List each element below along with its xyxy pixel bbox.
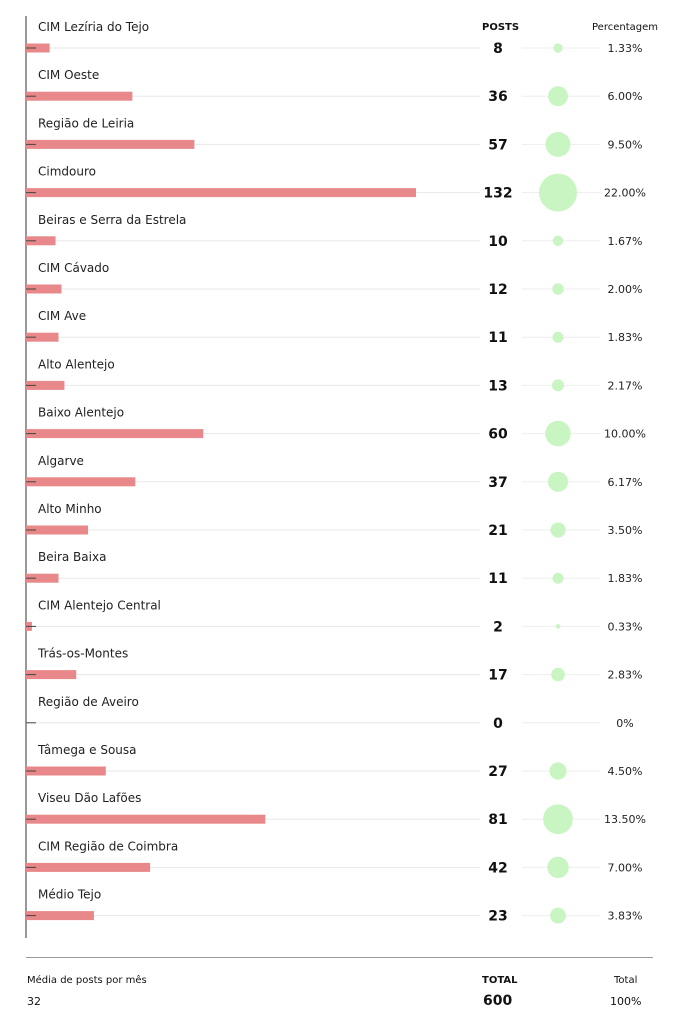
total-label: TOTAL [482, 975, 518, 986]
post-count-value: 57 [488, 137, 508, 154]
posts-column-header: POSTS [482, 22, 520, 33]
percentage-bubble [551, 668, 565, 682]
region-label: Região de Leiria [38, 116, 135, 131]
percentage-value: 22.00% [604, 186, 646, 200]
footer-divider [26, 957, 653, 958]
percentage-value: 6.17% [607, 475, 643, 489]
post-count-value: 23 [488, 908, 508, 925]
percentage-value: 3.50% [607, 524, 643, 537]
bar [26, 140, 194, 149]
total-value: 600 [483, 993, 513, 1009]
post-count-value: 11 [488, 571, 508, 588]
region-label: Beira Baixa [38, 550, 107, 565]
total-percentage-label: Total [614, 975, 638, 986]
percentage-bubble [550, 522, 565, 537]
region-label: Baixo Alentejo [38, 405, 125, 420]
percentage-value: 6.00% [607, 90, 643, 104]
region-label: Algarve [38, 453, 84, 468]
region-label: Médio Tejo [38, 887, 102, 902]
percentage-bubble [553, 236, 563, 246]
region-label: Viseu Dão Lafões [38, 791, 142, 806]
region-label: Alto Minho [38, 502, 102, 516]
post-count-value: 21 [488, 523, 508, 539]
post-count-value: 37 [488, 474, 508, 491]
average-value: 32 [27, 995, 41, 1008]
post-count-value: 12 [488, 282, 508, 298]
region-label: CIM Região de Coimbra [38, 839, 179, 854]
post-count-value: 8 [493, 41, 503, 57]
post-count-value: 13 [488, 378, 508, 395]
percentage-value: 2.00% [607, 283, 643, 296]
percentage-value: 0.33% [607, 620, 643, 634]
post-count-value: 10 [488, 233, 508, 250]
percentage-bubble [547, 857, 568, 878]
post-count-value: 81 [488, 812, 508, 829]
bar [26, 911, 94, 920]
percentage-value: 1.83% [607, 572, 643, 586]
region-label: Cimdouro [38, 164, 96, 179]
post-count-value: 17 [488, 667, 508, 684]
percentage-value: 2.83% [607, 668, 643, 682]
percentage-value: 4.50% [607, 765, 643, 778]
percentage-bubble [552, 379, 564, 391]
percentage-bubble [553, 332, 564, 343]
percentage-bubble [552, 283, 563, 294]
percentage-bubble [550, 908, 566, 924]
percentage-bubble [539, 174, 577, 212]
post-count-value: 132 [483, 185, 513, 202]
region-label: Beiras e Serra da Estrela [38, 212, 187, 227]
bar [26, 863, 150, 872]
percentage-value: 0% [616, 716, 634, 730]
percentage-value: 10.00% [604, 427, 646, 441]
percentage-value: 1.83% [607, 331, 643, 345]
post-count-value: 36 [488, 89, 508, 106]
post-count-value: 27 [488, 764, 508, 780]
percentage-bubble [548, 472, 568, 492]
percentage-bubble [545, 421, 571, 447]
post-count-value: 42 [488, 860, 508, 877]
percentage-column-header: Percentagem [592, 22, 658, 33]
region-label: CIM Alentejo Central [38, 598, 161, 613]
region-label: CIM Cávado [38, 261, 110, 275]
percentage-bubble [553, 573, 564, 584]
percentage-value: 2.17% [607, 379, 643, 393]
percentage-bubble [548, 86, 568, 106]
bar [26, 477, 135, 486]
post-count-value: 2 [493, 619, 503, 636]
region-label: Tâmega e Sousa [38, 743, 137, 757]
percentage-value: 9.50% [607, 138, 643, 152]
bar [26, 188, 416, 197]
bar [26, 92, 132, 101]
bar [26, 815, 265, 824]
percentage-bubble [549, 762, 566, 779]
region-label: Região de Aveiro [38, 694, 139, 709]
bar [26, 429, 203, 438]
region-label: CIM Lezíria do Tejo [38, 20, 150, 34]
region-label: Alto Alentejo [38, 357, 115, 372]
percentage-value: 7.00% [607, 861, 643, 875]
percentage-bubble [553, 43, 562, 52]
bar [26, 767, 106, 776]
percentage-value: 3.83% [607, 909, 643, 923]
percentage-bubble [543, 804, 573, 834]
post-count-value: 0 [493, 715, 503, 732]
post-count-value: 11 [488, 330, 508, 347]
percentage-value: 13.50% [604, 813, 646, 827]
percentage-bubble [556, 624, 561, 629]
post-count-value: 60 [488, 426, 508, 443]
region-label: Trás-os-Montes [38, 646, 129, 661]
region-label: CIM Ave [38, 309, 87, 324]
percentage-value: 1.33% [607, 42, 643, 55]
region-label: CIM Oeste [38, 68, 100, 83]
percentage-bubble [546, 132, 571, 157]
total-percentage-value: 100% [610, 995, 642, 1008]
average-label: Média de posts por mês [27, 975, 147, 986]
percentage-value: 1.67% [607, 234, 643, 248]
